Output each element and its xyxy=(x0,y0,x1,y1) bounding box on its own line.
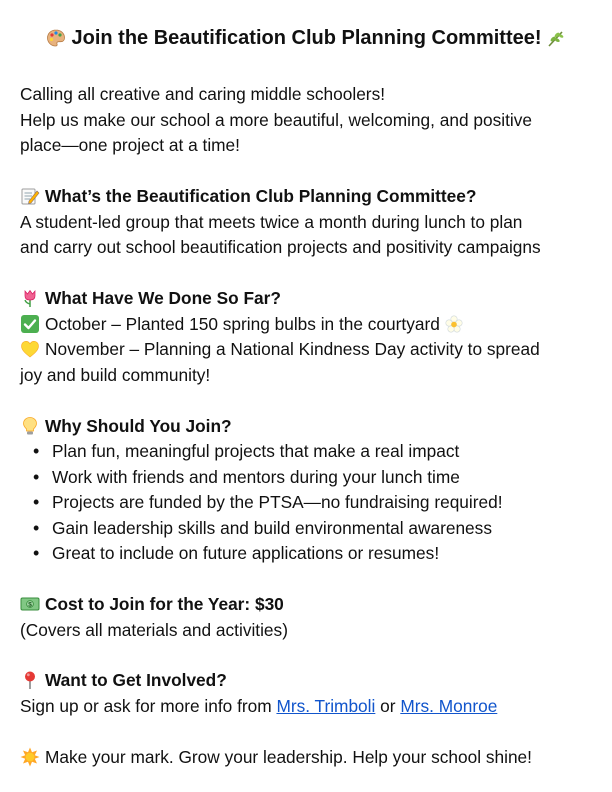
title-text: Join the Beautification Club Planning Committee! xyxy=(71,27,542,49)
bullet-dot: • xyxy=(33,441,40,461)
done-heading xyxy=(20,288,281,308)
check-mark-icon xyxy=(20,314,40,334)
why-bullet-2: Work with friends and mentors during your lunch time xyxy=(52,467,460,487)
involved-heading xyxy=(20,670,227,690)
what-heading xyxy=(20,186,476,206)
light-bulb-icon xyxy=(20,416,40,436)
intro-line-3: place—one project at a time! xyxy=(20,135,240,155)
round-pushpin-icon xyxy=(20,670,40,690)
bullet-dot: • xyxy=(33,518,40,538)
bullet-dot: • xyxy=(33,467,40,487)
blossom-icon xyxy=(444,314,464,334)
why-heading xyxy=(20,416,232,436)
done-item-1-text: October – Planted 150 spring bulbs in the courtyard xyxy=(45,314,440,334)
seedling-icon xyxy=(546,28,566,48)
sun-icon xyxy=(20,747,40,767)
dollar-banknote-icon xyxy=(20,594,40,614)
cost-heading-text: Cost to Join for the Year: $30 xyxy=(45,594,284,614)
closing-text: Make your mark. Grow your leadership. Help your school shine! xyxy=(45,747,532,767)
why-bullet-5: Great to include on future applications or resumes! xyxy=(52,543,440,563)
closing-line xyxy=(20,747,532,767)
what-line-1: A student-led group that meets twice a month during lunch to plan xyxy=(20,212,523,232)
done-item-2-cont: joy and build community! xyxy=(20,365,211,385)
why-heading-text: Why Should You Join? xyxy=(45,416,232,436)
involved-or: or xyxy=(375,696,401,716)
memo-icon xyxy=(20,186,40,206)
done-item-1 xyxy=(20,314,464,334)
what-line-2: and carry out school beautification projects and positivity campaigns xyxy=(20,237,541,257)
bullet-dot: • xyxy=(33,543,40,563)
involved-line xyxy=(20,696,497,716)
tulip-icon xyxy=(20,288,40,308)
mrs-monroe-link[interactable]: Mrs. Monroe xyxy=(400,696,498,716)
bullet-dot: • xyxy=(33,492,40,512)
why-bullet-4: Gain leadership skills and build environmental awareness xyxy=(52,518,492,538)
done-item-2 xyxy=(20,339,540,359)
svg-text:$: $ xyxy=(28,601,32,609)
involved-text: Sign up or ask for more info from xyxy=(20,696,277,716)
mrs-trimboli-link[interactable]: Mrs. Trimboli xyxy=(276,696,376,716)
intro-line-2: Help us make our school a more beautiful, welcoming, and positive xyxy=(20,110,532,130)
involved-heading-text: Want to Get Involved? xyxy=(45,670,227,690)
cost-heading xyxy=(20,594,284,614)
palette-icon xyxy=(46,28,66,48)
why-bullet-1: Plan fun, meaningful projects that make a real impact xyxy=(52,441,460,461)
what-heading-text: What’s the Beautification Club Planning Committee? xyxy=(45,186,477,206)
done-heading-text: What Have We Done So Far? xyxy=(45,288,281,308)
why-bullet-3: Projects are funded by the PTSA—no fundraising required! xyxy=(52,492,503,512)
yellow-heart-icon xyxy=(20,339,40,359)
cost-note: (Covers all materials and activities) xyxy=(20,620,288,640)
intro-line-1: Calling all creative and caring middle schoolers! xyxy=(20,84,386,104)
done-item-2-text: November – Planning a National Kindness Day activity to spread xyxy=(45,339,540,359)
page-title xyxy=(0,26,612,50)
